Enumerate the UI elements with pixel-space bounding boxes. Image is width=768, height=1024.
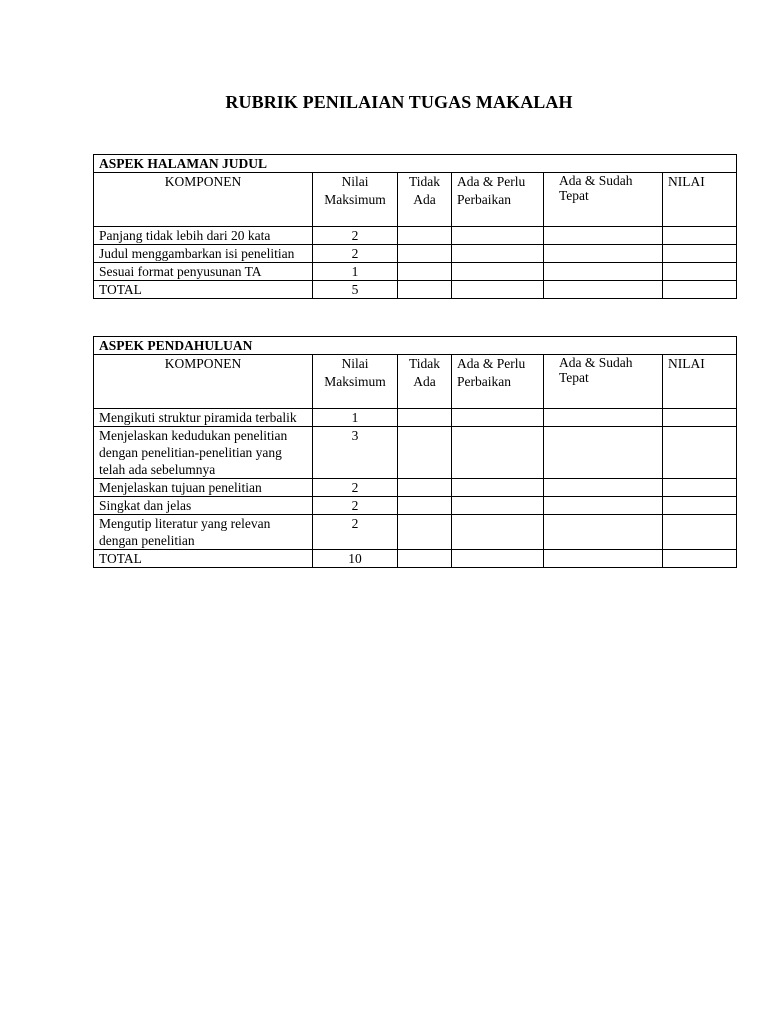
cell-tidak-ada bbox=[398, 550, 452, 568]
cell-ada-sudah-tepat bbox=[544, 409, 663, 427]
header-tidak-ada bbox=[398, 173, 452, 227]
cell-ada-sudah-tepat bbox=[544, 263, 663, 281]
rubric-table-halaman-judul bbox=[93, 154, 737, 299]
cell-komponen: Menjelaskan tujuan penelitian bbox=[94, 479, 313, 497]
page-title: RUBRIK PENILAIAN TUGAS MAKALAH bbox=[225, 92, 573, 112]
header-ada-sudah-line2: Tepat bbox=[559, 188, 589, 203]
section-header-row bbox=[94, 155, 737, 173]
header-tidak-ada-line2: Ada bbox=[413, 192, 436, 207]
cell-ada-perlu-perbaikan bbox=[452, 227, 544, 245]
cell-nilai bbox=[663, 479, 737, 497]
total-value: 5 bbox=[313, 281, 398, 299]
cell-tidak-ada bbox=[398, 515, 452, 550]
cell-tidak-ada bbox=[398, 281, 452, 299]
total-label: TOTAL bbox=[94, 550, 313, 568]
cell-ada-perlu-perbaikan bbox=[452, 245, 544, 263]
cell-nilai-maksimum: 1 bbox=[313, 263, 398, 281]
total-row bbox=[94, 550, 737, 568]
header-nilai: NILAI bbox=[663, 173, 737, 227]
header-komponen: KOMPONEN bbox=[94, 355, 313, 409]
table-row bbox=[94, 479, 737, 497]
header-tidak-ada-line2: Ada bbox=[413, 374, 436, 389]
header-tidak-ada-line1: Tidak bbox=[408, 356, 440, 371]
cell-nilai-maksimum: 2 bbox=[313, 479, 398, 497]
cell-ada-sudah-tepat bbox=[544, 550, 663, 568]
header-ada-perlu-perbaikan bbox=[452, 355, 544, 409]
header-ada-sudah-line1: Ada & Sudah bbox=[559, 173, 633, 188]
cell-tidak-ada bbox=[398, 263, 452, 281]
cell-ada-perlu-perbaikan bbox=[452, 427, 544, 479]
cell-ada-perlu-perbaikan bbox=[452, 515, 544, 550]
header-nilai-maksimum bbox=[313, 173, 398, 227]
cell-komponen: Mengikuti struktur piramida terbalik bbox=[94, 409, 313, 427]
cell-ada-sudah-tepat bbox=[544, 227, 663, 245]
cell-nilai bbox=[663, 245, 737, 263]
header-tidak-ada bbox=[398, 355, 452, 409]
total-row bbox=[94, 281, 737, 299]
cell-nilai bbox=[663, 550, 737, 568]
table-row bbox=[94, 263, 737, 281]
section-title: ASPEK PENDAHULUAN bbox=[94, 337, 737, 355]
cell-ada-sudah-tepat bbox=[544, 497, 663, 515]
header-nilai-maksimum-line2: Maksimum bbox=[324, 192, 386, 207]
header-komponen: KOMPONEN bbox=[94, 173, 313, 227]
column-header-row bbox=[94, 355, 737, 409]
header-ada-perlu-line2: Perbaikan bbox=[457, 374, 511, 389]
cell-tidak-ada bbox=[398, 479, 452, 497]
section-title: ASPEK HALAMAN JUDUL bbox=[94, 155, 737, 173]
cell-komponen: Panjang tidak lebih dari 20 kata bbox=[94, 227, 313, 245]
cell-tidak-ada bbox=[398, 497, 452, 515]
cell-komponen: Sesuai format penyusunan TA bbox=[94, 263, 313, 281]
rubric-table-pendahuluan bbox=[93, 336, 737, 568]
header-nilai: NILAI bbox=[663, 355, 737, 409]
header-ada-perlu-line1: Ada & Perlu bbox=[457, 174, 526, 189]
cell-ada-perlu-perbaikan bbox=[452, 497, 544, 515]
cell-ada-perlu-perbaikan bbox=[452, 281, 544, 299]
cell-komponen: Singkat dan jelas bbox=[94, 497, 313, 515]
cell-komponen: Judul menggambarkan isi penelitian bbox=[94, 245, 313, 263]
cell-ada-sudah-tepat bbox=[544, 427, 663, 479]
cell-ada-sudah-tepat bbox=[544, 479, 663, 497]
cell-nilai bbox=[663, 497, 737, 515]
header-nilai-maksimum bbox=[313, 355, 398, 409]
table-row bbox=[94, 409, 737, 427]
header-nilai-maksimum-line1: Nilai bbox=[341, 174, 369, 189]
total-label: TOTAL bbox=[94, 281, 313, 299]
header-ada-sudah-line2: Tepat bbox=[559, 370, 589, 385]
cell-nilai-maksimum: 2 bbox=[313, 227, 398, 245]
cell-ada-sudah-tepat bbox=[544, 515, 663, 550]
cell-nilai-maksimum: 1 bbox=[313, 409, 398, 427]
cell-ada-perlu-perbaikan bbox=[452, 550, 544, 568]
cell-nilai-maksimum: 2 bbox=[313, 245, 398, 263]
cell-ada-sudah-tepat bbox=[544, 245, 663, 263]
table-row bbox=[94, 245, 737, 263]
cell-komponen: Mengutip literatur yang relevan dengan penelitian bbox=[94, 515, 313, 550]
header-nilai-maksimum-line1: Nilai bbox=[341, 356, 369, 371]
cell-ada-perlu-perbaikan bbox=[452, 409, 544, 427]
cell-nilai bbox=[663, 263, 737, 281]
cell-nilai bbox=[663, 515, 737, 550]
table-row bbox=[94, 227, 737, 245]
cell-tidak-ada bbox=[398, 409, 452, 427]
cell-tidak-ada bbox=[398, 245, 452, 263]
table-row bbox=[94, 427, 737, 479]
header-ada-sudah-line1: Ada & Sudah bbox=[559, 355, 633, 370]
cell-ada-perlu-perbaikan bbox=[452, 263, 544, 281]
header-ada-perlu-perbaikan bbox=[452, 173, 544, 227]
cell-komponen: Menjelaskan kedudukan penelitian dengan penelitian-penelitian yang telah ada sebelumnya bbox=[94, 427, 313, 479]
cell-nilai-maksimum: 3 bbox=[313, 427, 398, 479]
total-value: 10 bbox=[313, 550, 398, 568]
cell-nilai-maksimum: 2 bbox=[313, 515, 398, 550]
header-tidak-ada-line1: Tidak bbox=[408, 174, 440, 189]
cell-nilai bbox=[663, 281, 737, 299]
cell-ada-perlu-perbaikan bbox=[452, 479, 544, 497]
cell-tidak-ada bbox=[398, 427, 452, 479]
cell-nilai bbox=[663, 427, 737, 479]
cell-ada-sudah-tepat bbox=[544, 281, 663, 299]
header-ada-perlu-line2: Perbaikan bbox=[457, 192, 511, 207]
column-header-row bbox=[94, 173, 737, 227]
cell-nilai bbox=[663, 227, 737, 245]
header-ada-sudah-tepat bbox=[544, 173, 663, 227]
header-ada-perlu-line1: Ada & Perlu bbox=[457, 356, 526, 371]
cell-tidak-ada bbox=[398, 227, 452, 245]
header-ada-sudah-tepat bbox=[544, 355, 663, 409]
cell-nilai-maksimum: 2 bbox=[313, 497, 398, 515]
header-nilai-maksimum-line2: Maksimum bbox=[324, 374, 386, 389]
cell-nilai bbox=[663, 409, 737, 427]
section-header-row bbox=[94, 337, 737, 355]
table-row bbox=[94, 515, 737, 550]
table-row bbox=[94, 497, 737, 515]
